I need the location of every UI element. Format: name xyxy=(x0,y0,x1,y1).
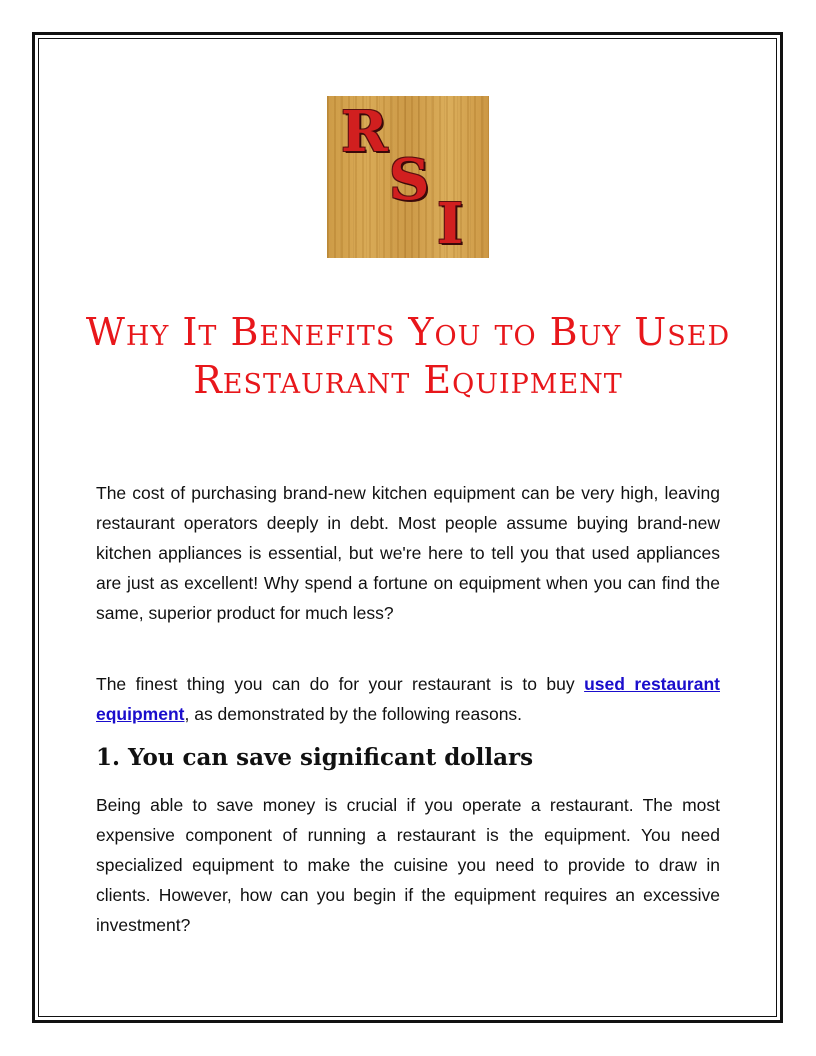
intro-paragraph: The cost of purchasing brand-new kitchen equipment can be very high, leaving restaurant operators deeply in debt. Most people assume buying brand-new kitchen appliances is essential, but we're here to tell you that used appliances are just as excellent! Why spend a fortune on equipment when you can find the same, superior product for much less? xyxy=(96,483,720,623)
save-dollars-paragraph: Being able to save money is crucial if you operate a restaurant. The most expensive component of running a restaurant is the equipment. You need specialized equipment to make the cuisine you need to provide to draw in clients. However, how can you begin if the equipment requires an excessive investment? xyxy=(96,795,720,935)
reasons-intro-tail: , as demonstrated by the following reasons. xyxy=(184,704,523,724)
logo-letter-s: S xyxy=(389,147,430,213)
used-restaurant-equipment-link[interactable]: used restaurant equipment xyxy=(96,674,720,724)
logo-letter-r: R xyxy=(341,99,388,165)
reasons-intro-paragraph xyxy=(96,669,720,729)
logo-letter-i: I xyxy=(437,191,464,257)
rsi-logo xyxy=(327,96,489,258)
reasons-intro-text: The finest thing you can do for your restaurant is to buy xyxy=(96,674,585,694)
page-title: Why It Benefits You to Buy Used Restaurant Equipment xyxy=(85,310,731,402)
section-heading-save-dollars: 1. You can save significant dollars xyxy=(96,744,534,771)
